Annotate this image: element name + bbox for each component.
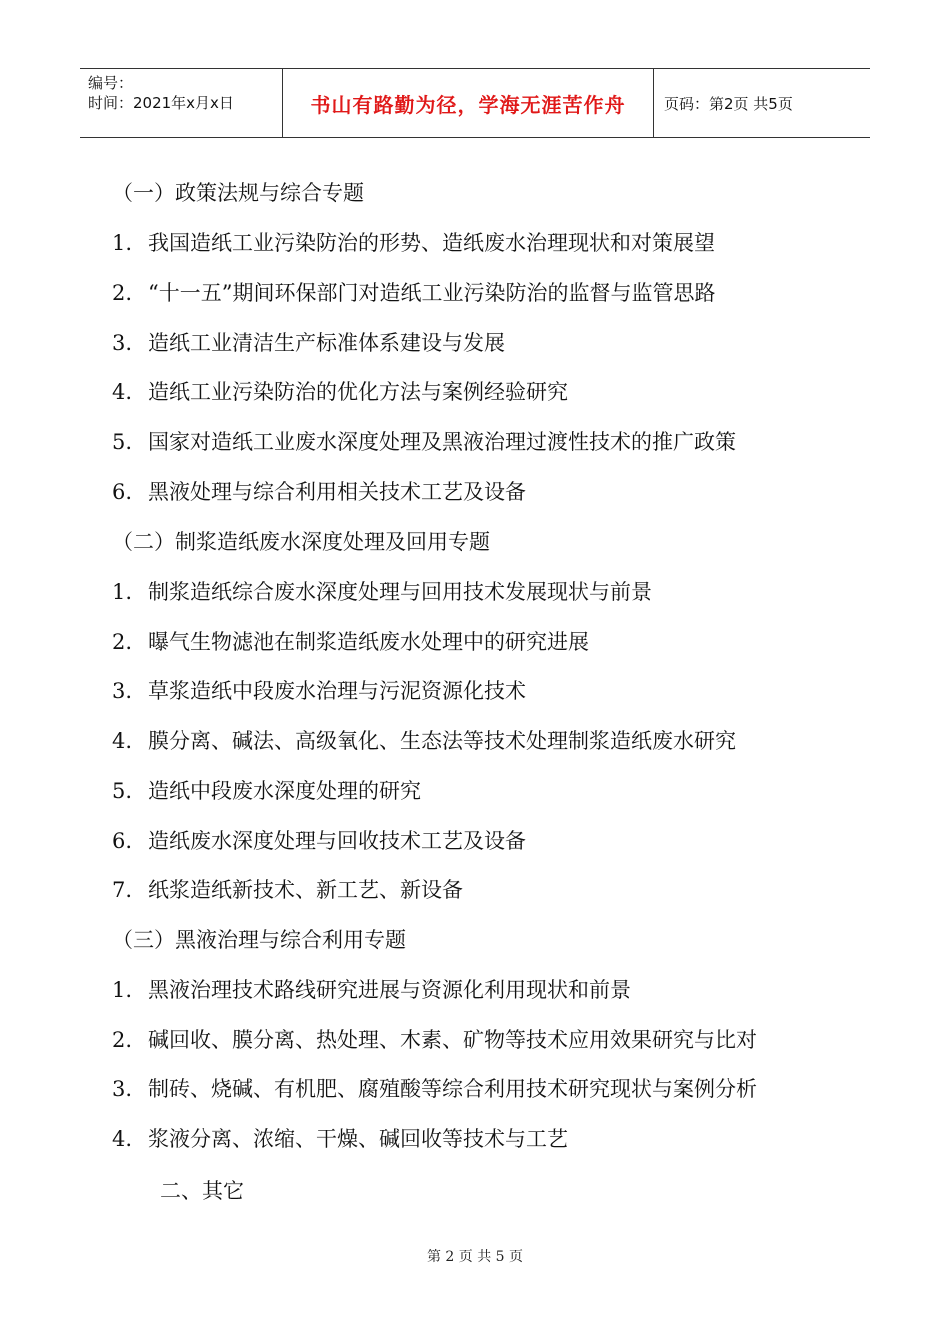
- header-motto: 书山有路勤为径，学海无涯苦作舟: [282, 69, 654, 137]
- list-item: [112, 229, 715, 257]
- header-page-info: 页码：第2页 共5页: [664, 94, 793, 113]
- list-item: [112, 428, 736, 456]
- list-item: [112, 876, 463, 904]
- item-text: 纸浆造纸新技术、新工艺、新设备: [148, 878, 463, 902]
- item-number: 2.: [112, 281, 133, 305]
- item-text: 草浆造纸中段废水治理与污泥资源化技术: [148, 679, 526, 703]
- item-number: 2.: [112, 630, 133, 654]
- list-item: [112, 329, 505, 357]
- item-text: 曝气生物滤池在制浆造纸废水处理中的研究进展: [148, 630, 589, 654]
- section-title: （三）黑液治理与综合利用专题: [112, 928, 406, 952]
- list-item: [112, 1075, 757, 1103]
- list-item: [112, 827, 526, 855]
- page-footer: 第 2 页 共 5 页: [426, 1249, 524, 1265]
- number-label: 编号：: [88, 74, 134, 92]
- date-label: 时间：2021年x月x日: [88, 94, 234, 112]
- item-number: 1.: [112, 978, 133, 1002]
- item-number: 1.: [112, 231, 133, 255]
- item-number: 5.: [112, 779, 133, 803]
- list-item: [112, 628, 589, 656]
- item-number: 4.: [112, 380, 133, 404]
- item-number: 3.: [112, 1077, 133, 1101]
- list-item: [112, 1125, 568, 1153]
- item-number: 3.: [112, 679, 133, 703]
- item-text: 膜分离、碱法、高级氧化、生态法等技术处理制浆造纸废水研究: [148, 729, 736, 753]
- item-text: 造纸工业污染防治的优化方法与案例经验研究: [148, 380, 568, 404]
- item-text: 黑液治理技术路线研究进展与资源化利用现状和前景: [148, 978, 631, 1002]
- item-number: 5.: [112, 430, 133, 454]
- list-item: [112, 1026, 757, 1054]
- item-text: 制砖、烧碱、有机肥、腐殖酸等综合利用技术研究现状与案例分析: [148, 1077, 757, 1101]
- header-meta: [80, 69, 282, 137]
- list-item: [112, 478, 526, 506]
- item-text: 浆液分离、浓缩、干燥、碱回收等技术与工艺: [148, 1127, 568, 1151]
- item-number: 6.: [112, 480, 133, 504]
- list-item: [112, 578, 652, 606]
- item-number: 1.: [112, 580, 133, 604]
- list-item: [112, 677, 526, 705]
- item-number: 2.: [112, 1028, 133, 1052]
- item-text: 造纸中段废水深度处理的研究: [148, 779, 421, 803]
- item-number: 4.: [112, 1127, 133, 1151]
- item-text: 造纸工业清洁生产标准体系建设与发展: [148, 331, 505, 355]
- list-item: [112, 777, 421, 805]
- item-text: 碱回收、膜分离、热处理、木素、矿物等技术应用效果研究与比对: [148, 1028, 757, 1052]
- item-number: 6.: [112, 829, 133, 853]
- list-item: [112, 727, 736, 755]
- item-text: 制浆造纸综合废水深度处理与回用技术发展现状与前景: [148, 580, 652, 604]
- list-item: [112, 976, 631, 1004]
- item-text: 造纸废水深度处理与回收技术工艺及设备: [148, 829, 526, 853]
- item-number: 4.: [112, 729, 133, 753]
- section-title: （二）制浆造纸废水深度处理及回用专题: [112, 530, 490, 554]
- list-item: [112, 378, 568, 406]
- document-header: [80, 68, 870, 138]
- item-text: 黑液处理与综合利用相关技术工艺及设备: [148, 480, 526, 504]
- item-text: 国家对造纸工业废水深度处理及黑液治理过渡性技术的推广政策: [148, 430, 736, 454]
- item-number: 3.: [112, 331, 133, 355]
- section-title: （一）政策法规与综合专题: [112, 181, 364, 205]
- item-text: “十一五”期间环保部门对造纸工业污染防治的监督与监管思路: [148, 281, 716, 305]
- item-number: 7.: [112, 878, 133, 902]
- item-text: 我国造纸工业污染防治的形势、造纸废水治理现状和对策展望: [148, 231, 715, 255]
- list-item: [112, 279, 715, 307]
- other-heading: 二、其它: [160, 1179, 244, 1203]
